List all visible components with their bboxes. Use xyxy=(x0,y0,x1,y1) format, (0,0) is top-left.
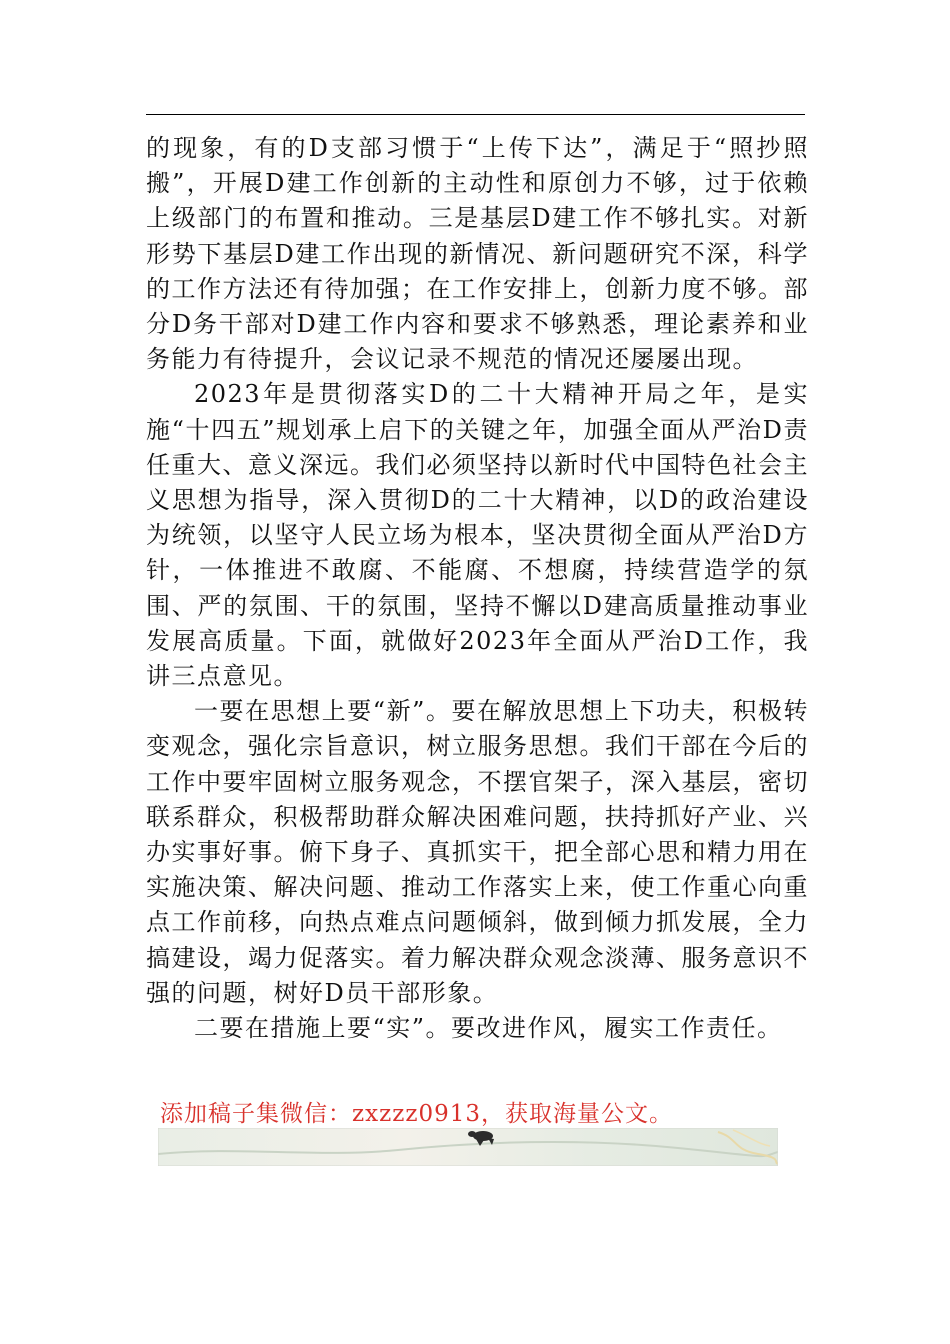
decorative-banner-image xyxy=(158,1128,778,1166)
header-rule xyxy=(146,114,805,115)
paragraph-1: 的现象，有的D支部习惯于“上传下达”，满足于“照抄照搬”，开展D建工作创新的主动性和原创力不够，过于依赖上级部门的布置和推动。三是基层D建工作不够扎实。对新形势下基层D建工作出现的新情况、新问题研究不深，科学的工作方法还有待加强；在工作安排上，创新力度不够。部分D务干部对D建工作内容和要求不够熟悉，理论素养和业务能力有待提升，会议记录不规范的情况还屡屡出现。 xyxy=(146,134,809,374)
document-body xyxy=(146,131,809,1046)
promo-text: 添加稿子集微信：zxzzz0913，获取海量公文。 xyxy=(160,1101,673,1127)
paragraph-3: 一要在思想上要“新”。要在解放思想上下功夫，积极转变观念，强化宗旨意识，树立服务思想。我们干部在今后的工作中要牢固树立服务观念，不摆官架子，深入基层，密切联系群众，积极帮助群众解决困难问题，扶持抓好产业、兴办实事好事。俯下身子、真抓实干，把全部心思和精力用在实施决策、解决问题、推动工作落实上来，使工作重心向重点工作前移，向热点难点问题倾斜，做到倾力抓发展，全力搞建设，竭力促落实。着力解决群众观念淡薄、服务意识不强的问题，树好D员干部形象。 xyxy=(146,697,809,1007)
paragraph-4: 二要在措施上要“实”。要改进作风，履实工作责任。 xyxy=(194,1014,783,1043)
landscape-illustration xyxy=(158,1128,778,1166)
paragraph-2: 2023年是贯彻落实D的二十大精神开局之年，是实施“十四五”规划承上启下的关键之年，加强全面从严治D责任重大、意义深远。我们必须坚持以新时代中国特色社会主义思想为指导，深入贯彻D的二十大精神，以D的政治建设为统领，以坚守人民立场为根本，坚决贯彻全面从严治D方针，一体推进不敢腐、不能腐、不想腐，持续营造学的氛围、严的氛围、干的氛围，坚持不懈以D建高质量推动事业发展高质量。下面，就做好2023年全面从严治D工作，我讲三点意见。 xyxy=(146,380,809,691)
